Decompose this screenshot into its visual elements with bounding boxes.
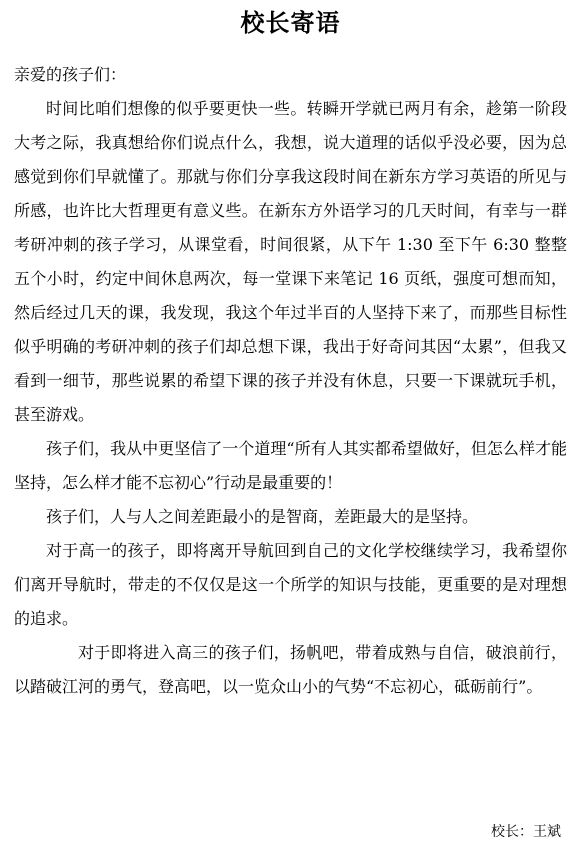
paragraph-1: 时间比咱们想像的似乎要更快一些。转瞬开学就已两月有余，趁第一阶段大考之际，我真想给你们说点什么，我想，说大道理的话似乎没必要，因为总感觉到你们早就懂了。那就与你们分享我这段时间在新东方学习英语的所见与所感，也许比大哲理更有意义些。在新东方外语学习的几天时间，有幸与一群考研冲刺的孩子学习，从课堂看，时间很紧，从下午 1:30 至下午 6:30 整整五个小时，约定中间休息两次，每一堂课下来笔记 16 页纸，强度可想而知，然后经过几天的课，我发现，我这个年过半百的人坚持下来了，而那些目标性似乎明确的考研冲刺的孩子们却总想下课，我出于好奇问其因“太累”，但我又看到一细节，那些说累的希望下课的孩子并没有休息，只要一下课就玩手机，甚至游戏。 xyxy=(14,99,567,424)
salutation: 亲爱的孩子们： xyxy=(14,65,127,84)
paragraph-2: 孩子们，我从中更坚信了一个道理“所有人其实都希望做好，但怎么样才能坚持，怎么样才能不忘初心”行动是最重要的！ xyxy=(14,439,567,492)
page-title: 校长寄语 xyxy=(240,8,341,37)
signature: 校长：王斌 xyxy=(491,824,561,840)
paragraph-3: 孩子们，人与人之间差距最小的是智商，差距最大的是坚持。 xyxy=(46,507,479,526)
paragraph-5: 对于即将进入高三的孩子们，扬帆吧，带着成熟与自信，破浪前行，以踏破江河的勇气，登高吧，以一览众山小的气势“不忘初心，砥砺前行”。 xyxy=(14,643,567,696)
paragraph-4: 对于高一的孩子，即将离开导航回到自己的文化学校继续学习，我希望你们离开导航时，带走的不仅仅是这一个所学的知识与技能，更重要的是对理想的追求。 xyxy=(14,541,567,628)
